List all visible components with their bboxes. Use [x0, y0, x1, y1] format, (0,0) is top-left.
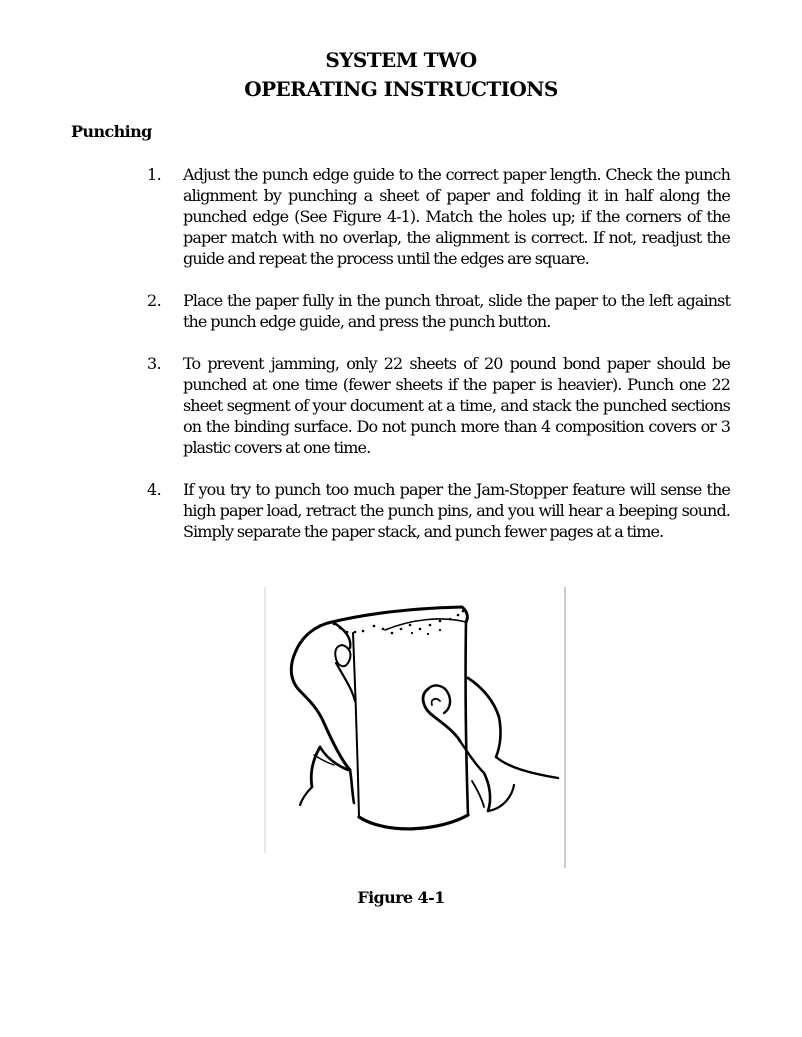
step-text: Adjust the punch edge guide to the correct paper length. Check the punch alignment by punching a sheet of paper and folding it in half along the punched edge (See Figure 4-1). Match the holes up; if the corners of the paper match with no overlap, the alignment is correct. If not, readjust the guide and repeat the process until the edges are square.: [183, 165, 730, 268]
hands-holding-paper-illustration: [262, 585, 568, 870]
step-text: To prevent jamming, only 22 sheets of 20 pound bond paper should be punched at one time (fewer sheets if the paper is heavier). Punch one 22 sheet segment of your document at a time, and stack the punched sections on the binding surface. Do not punch more than 4 composition covers or 3 plastic covers at one time.: [183, 354, 730, 457]
step-number: 4.: [147, 480, 162, 499]
step-number: 1.: [147, 165, 162, 184]
step-number: 3.: [147, 354, 162, 373]
page-title-line-2: OPERATING INSTRUCTIONS: [244, 77, 558, 101]
figure-illustration: [262, 585, 568, 870]
step-number: 2.: [147, 291, 162, 310]
figure-caption: Figure 4-1: [357, 888, 445, 907]
step-text: Place the paper fully in the punch throat, slide the paper to the left against the punch edge guide, and press the punch button.: [183, 291, 730, 331]
section-heading: Punching: [71, 122, 152, 141]
page-title-line-1: SYSTEM TWO: [325, 48, 477, 72]
step-text: If you try to punch too much paper the Jam-Stopper feature will sense the high paper load, retract the punch pins, and you will hear a beeping sound. Simply separate the paper stack, and punch fewer pages at a time.: [183, 480, 730, 541]
